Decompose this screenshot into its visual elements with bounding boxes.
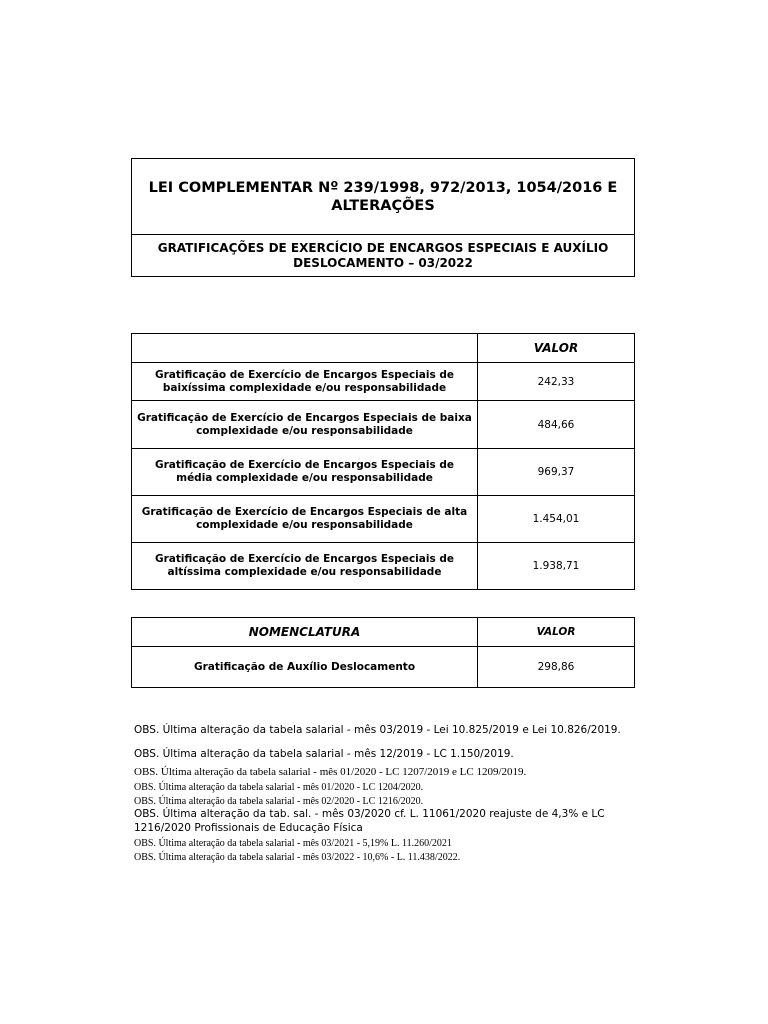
table-row <box>132 496 635 543</box>
header-value-cell: VALOR <box>478 334 635 363</box>
gratification-table <box>131 333 635 590</box>
row-label: Gratificação de Exercício de Encargos Especiais de média complexidade e/ou responsabilidade <box>132 449 478 496</box>
document-subtitle: GRATIFICAÇÕES DE EXERCÍCIO DE ENCARGOS ESPECIAIS E AUXÍLIO DESLOCAMENTO – 03/2022 <box>157 240 609 270</box>
row-value: 298,86 <box>478 647 635 688</box>
row-label: Gratificação de Exercício de Encargos Especiais de baixíssima complexidade e/ou responsabilidade <box>132 363 478 401</box>
note-line: OBS. Última alteração da tabela salarial - mês 02/2020 - LC 1216/2020. <box>134 796 424 807</box>
row-value: 969,37 <box>478 449 635 496</box>
row-value: 1.938,71 <box>478 543 635 590</box>
row-value: 1.454,01 <box>478 496 635 543</box>
header-empty-cell <box>132 334 478 363</box>
note-line: 1216/2020 Profissionais de Educação Física <box>134 822 363 834</box>
note-line: OBS. Última alteração da tabela salarial - mês 01/2020 - LC 1204/2020. <box>134 782 424 793</box>
row-label: Gratificação de Exercício de Encargos Especiais de alta complexidade e/ou responsabilidade <box>132 496 478 543</box>
note-line: OBS. Última alteração da tabela salarial - mês 03/2021 - 5,19% L. 11.260/2021 <box>134 838 452 849</box>
note-line: OBS. Última alteração da tabela salarial - mês 03/2022 - 10,6% - L. 11.438/2022. <box>134 852 461 863</box>
note-line: OBS. Última alteração da tabela salarial - mês 03/2019 - Lei 10.825/2019 e Lei 10.826/2019. <box>134 724 621 736</box>
note-line: OBS. Última alteração da tabela salarial - mês 01/2020 - LC 1207/2019 e LC 1209/2019. <box>134 766 527 778</box>
row-label: Gratificação de Auxílio Deslocamento <box>132 647 478 688</box>
table-row <box>132 401 635 449</box>
table-row <box>132 543 635 590</box>
table-header-row <box>132 618 635 647</box>
header-value-cell: VALOR <box>478 618 635 647</box>
table-header-row <box>132 334 635 363</box>
document-title: LEI COMPLEMENTAR Nº 239/1998, 972/2013, 1054/2016 E ALTERAÇÕES <box>132 159 634 235</box>
row-label: Gratificação de Exercício de Encargos Especiais de altíssima complexidade e/ou responsabilidade <box>132 543 478 590</box>
table-row <box>132 363 635 401</box>
table-row <box>132 647 635 688</box>
row-value: 242,33 <box>478 363 635 401</box>
table-row <box>132 449 635 496</box>
note-line: OBS. Última alteração da tabela salarial - mês 12/2019 - LC 1.150/2019. <box>134 748 514 760</box>
header-box <box>131 158 635 277</box>
row-value: 484,66 <box>478 401 635 449</box>
row-label: Gratificação de Exercício de Encargos Especiais de baixa complexidade e/ou responsabilidade <box>132 401 478 449</box>
header-name-cell: NOMENCLATURA <box>132 618 478 647</box>
displacement-table <box>131 617 635 688</box>
note-line: OBS. Última alteração da tab. sal. - mês 03/2020 cf. L. 11061/2020 reajuste de 4,3% e LC <box>134 808 605 820</box>
